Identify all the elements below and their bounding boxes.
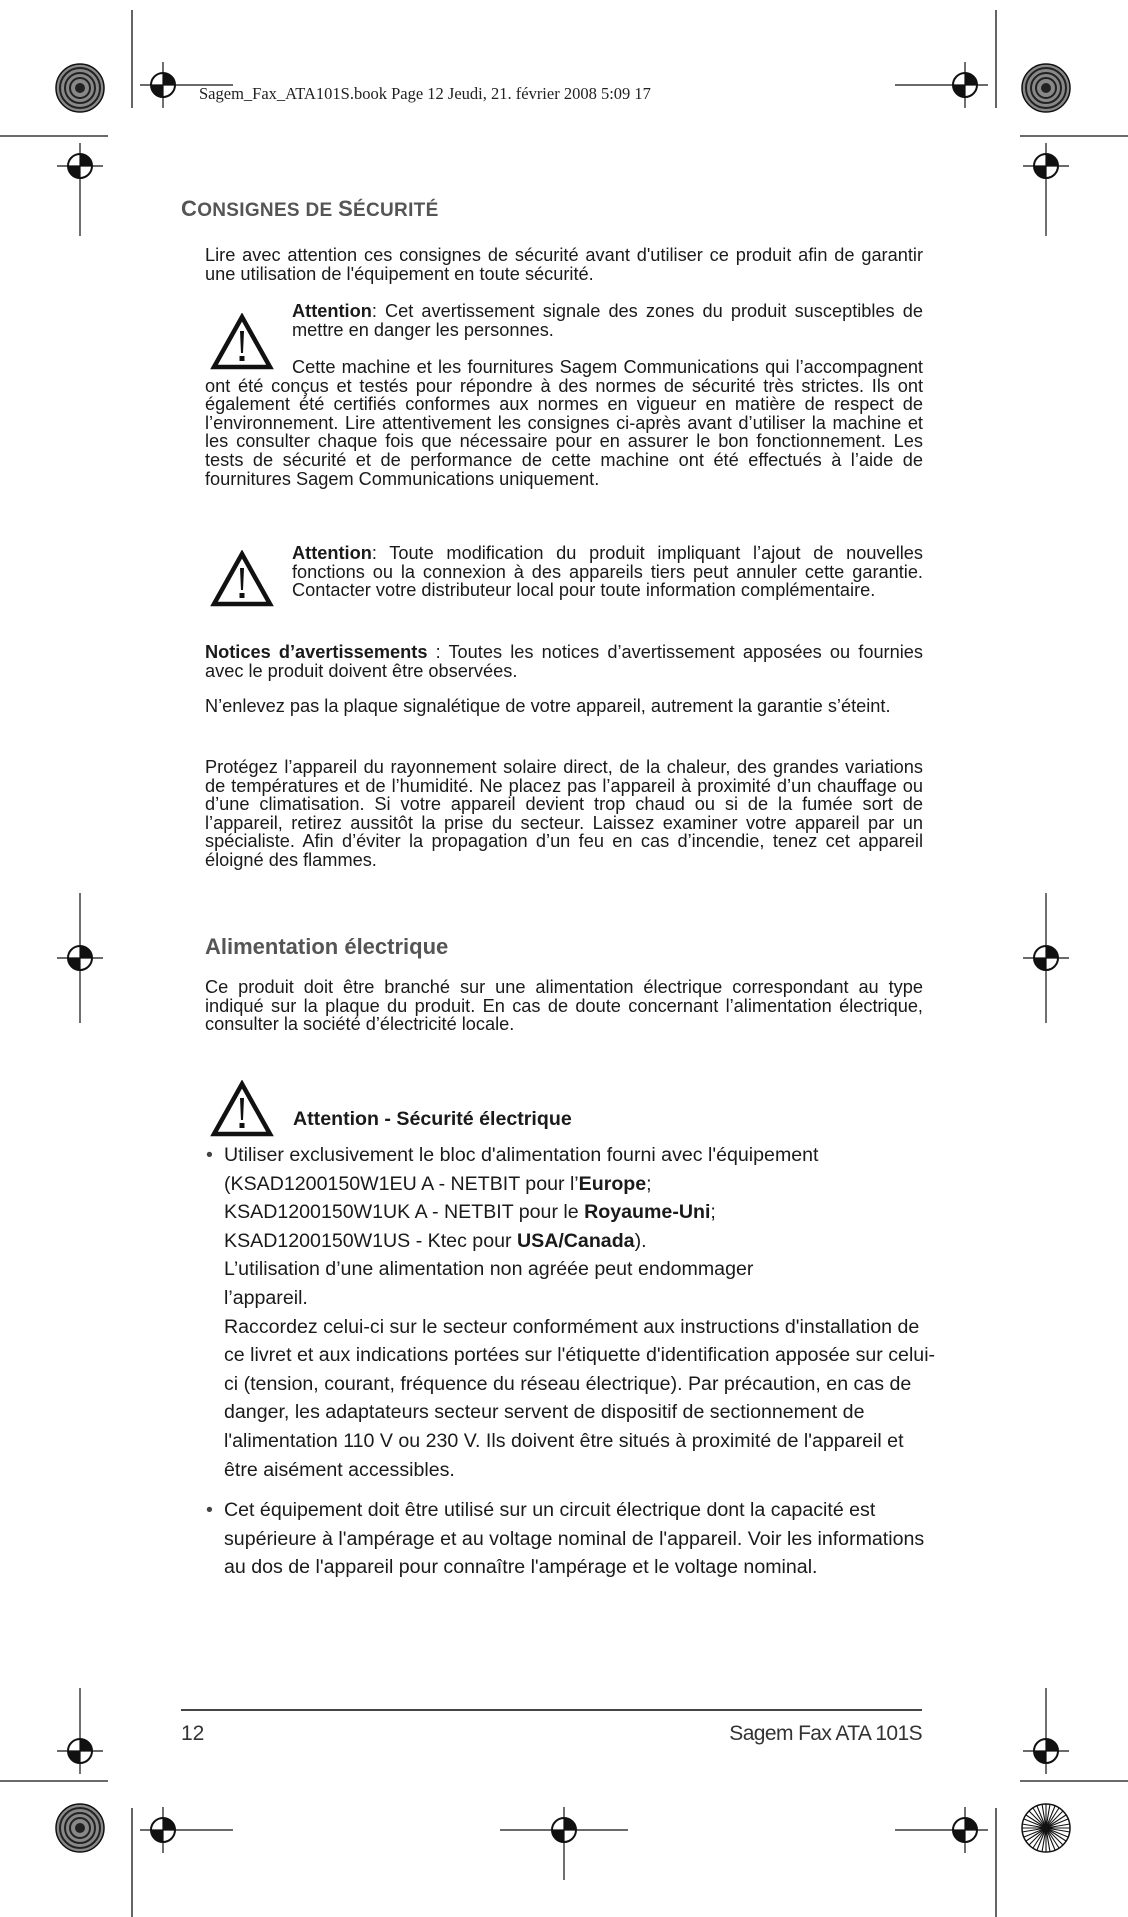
attention-note-2: Attention: Toute modification du produit impliquant l’ajout de nouvelles fonctions ou la connexion à des appareils tiers peut annuler cette garantie. Contacter votre distributeur local pour toute information complémentaire. [292, 543, 923, 601]
section-title: CONSIGNES DE SÉCURITÉ [181, 196, 439, 221]
page-number: 12 [181, 1722, 205, 1745]
list-item: • Cet équipement doit être utilisé sur un circuit électrique dont la capacité est supérieure à l'ampérage et au voltage nominal de l'appareil. Voir les informations au dos de l'appareil pour connaître l'ampérage et le voltage nominal. [206, 1496, 936, 1582]
bullet-list [206, 1141, 936, 1582]
list-item: • Utiliser exclusivement le bloc d'alimentation fourni avec l'équipement (KSAD1200150W1EU A - NETBIT pour l’Europe; KSAD1200150W1UK A - NETBIT pour le Royaume-Uni; KSAD1200150W1US - Ktec pour USA/Canada). L’utilisation d’une alimentation non agréée peut endommager l’appareil. Raccordez celui-ci sur le secteur conformément aux instructions d'installation de ce livret et aux indications portées sur l'étiquette d'identification apposée sur celui-ci (tension, courant, fréquence du réseau électrique). Par précaution, en cas de danger, les adaptateurs secteur servent de dispositif de sectionnement de l'alimentation 110 V ou 230 V. Ils doivent être situés à proximité de l'appareil et être aisément accessibles. [206, 1141, 936, 1484]
power-paragraph: Ce produit doit être branché sur une alimentation électrique correspondant au type indiqué sur la plaque du produit. En cas de doute concernant l’alimentation électrique, consulter la société d’électricité locale. [205, 977, 923, 1035]
plaque-paragraph: N’enlevez pas la plaque signalétique de votre appareil, autrement la garantie s’éteint. [205, 696, 891, 716]
notices-paragraph: Notices d’avertissements : Toutes les notices d’avertissement apposées ou fournies avec le produit doivent être observées. [205, 642, 923, 681]
footer-divider [181, 1709, 922, 1711]
attention-note-1: Attention: Cet avertissement signale des zones du produit susceptibles de mettre en danger les personnes. [292, 301, 923, 340]
warning-triangle-icon [210, 550, 274, 608]
power-subtitle: Alimentation électrique [205, 934, 449, 959]
product-name: Sagem Fax ATA 101S [729, 1722, 922, 1745]
protect-paragraph: Protégez l’appareil du rayonnement solaire direct, de la chaleur, des grandes variations de températures et de l’humidité. Ne placez pas l’appareil à proximité d’un chauffage ou d’une climatisation. Si votre appareil devient trop chaud ou si de la fumée sort de l’appareil, retirez aussitôt la prise du secteur. Laissez examiner votre appareil par un spécialiste. Afin d’éviter la propagation d’un feu en cas d’incendie, tenez cet appareil éloigné des flammes. [205, 757, 923, 870]
machine-paragraph: Cette machine et les fournitures Sagem Communications qui l’accompagnent ont été conçus et testés pour répondre à des normes de sécurité très strictes. Ils ont également été certifiés conformes aux normes en vigueur en matière de respect de l’environnement. Lire attentivement les consignes ci-après avant d’utiliser la machine et les consulter chaque fois que nécessaire pour en assurer le bon fonctionnement. Les tests de sécurité et de performance de cette machine ont été effectués à l’aide de fournitures Sagem Communications uniquement. [205, 357, 923, 489]
intro-paragraph: Lire avec attention ces consignes de sécurité avant d'utiliser ce produit afin de garantir une utilisation de l'équipement en toute sécurité. [205, 245, 923, 284]
electrical-warning-title: Attention - Sécurité électrique [293, 1108, 572, 1130]
warning-triangle-icon [210, 1080, 274, 1138]
book-info-header: Sagem_Fax_ATA101S.book Page 12 Jeudi, 21. février 2008 5:09 17 [199, 84, 651, 103]
